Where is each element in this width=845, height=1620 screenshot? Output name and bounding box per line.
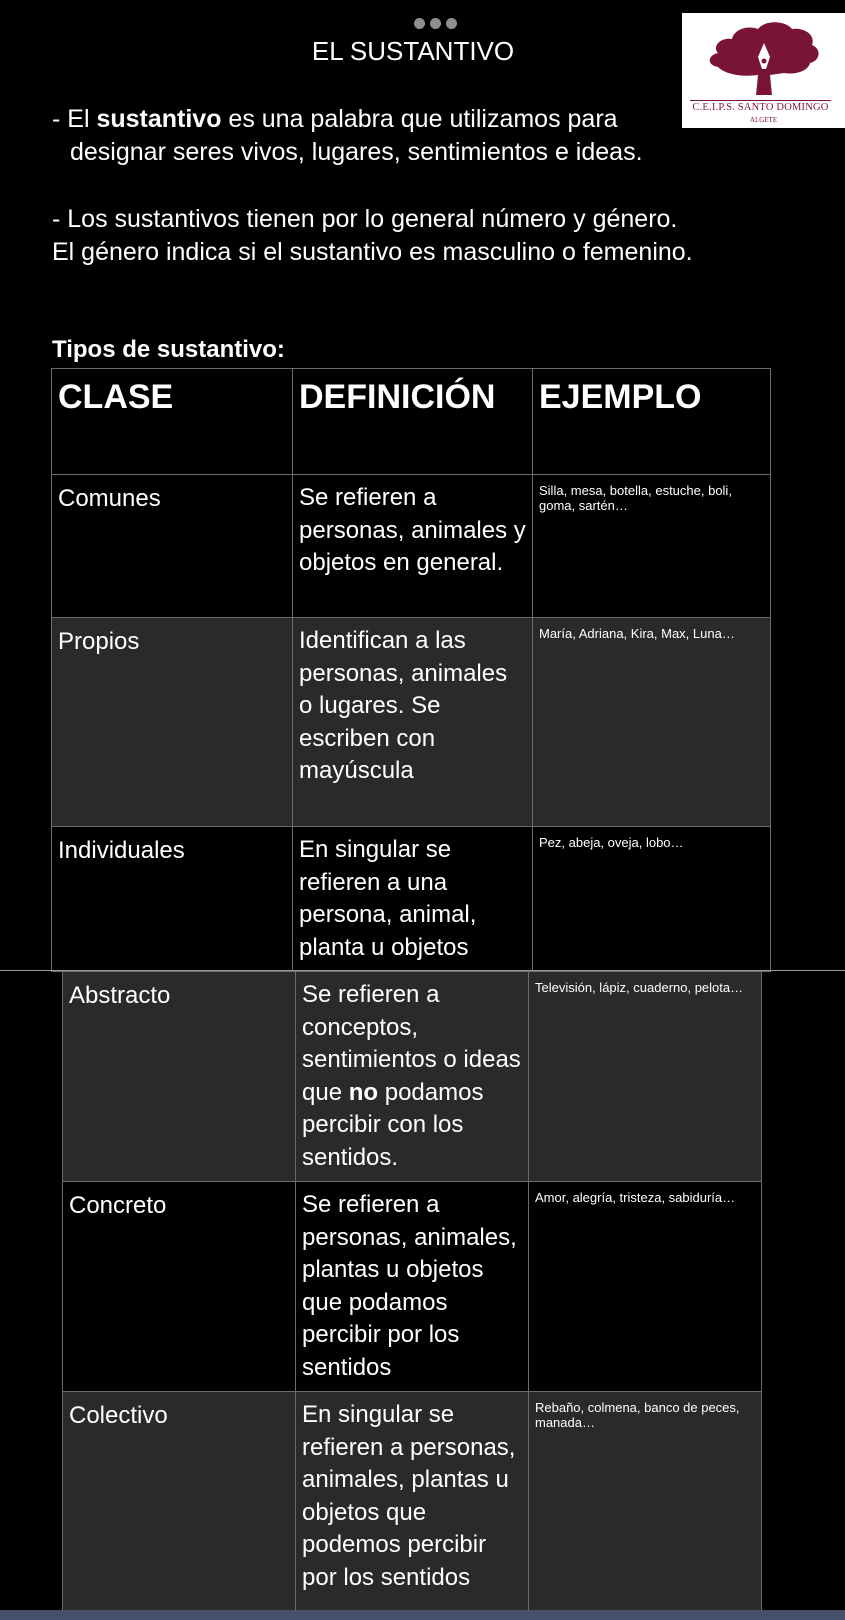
column-header-clase: CLASE [52,369,293,475]
page-title: EL SUSTANTIVO [311,36,515,66]
cell-clase: Abstracto [63,972,296,1182]
table-header-row [52,369,771,475]
section-subtitle: Tipos de sustantivo: [52,336,285,363]
school-name: C.E.I.P.S. SANTO DOMINGO [690,100,831,113]
column-header-ejemplo: EJEMPLO [533,369,771,475]
cell-ejemplo: María, Adriana, Kira, Max, Luna… [533,618,771,827]
table-row [52,827,771,972]
cell-ejemplo: Silla, mesa, botella, estuche, boli, goma, sartén… [533,475,771,618]
cell-definicion: Se refieren a personas, animales, plantas u objetos que podamos percibir por los sentidos [296,1182,529,1392]
cell-ejemplo: Televisión, lápiz, cuaderno, pelota… [529,972,762,1182]
school-logo [682,13,845,128]
cell-definicion: Se refieren a conceptos, sentimientos o ideas que no podamos percibir con los sentidos. [296,972,529,1182]
cell-clase: Individuales [52,827,293,972]
cell-definicion: En singular se refieren a personas, animales, plantas u objetos que podemos percibir por los sentidos [296,1392,529,1620]
table-row [63,972,762,1182]
noun-types-table [51,368,771,972]
page-indicator-dots [414,18,457,29]
cell-clase: Propios [52,618,293,827]
intro-paragraph-2-line-2: El género indica si el sustantivo es masculino o femenino. [52,238,693,266]
school-town: ALGETE [749,116,778,124]
bold-term: sustantivo [96,105,222,133]
table-row [63,1182,762,1392]
cell-clase: Comunes [52,475,293,618]
table-row [52,475,771,618]
cell-ejemplo: Amor, alegría, tristeza, sabiduría… [529,1182,762,1392]
column-header-definicion: DEFINICIÓN [293,369,533,475]
cell-clase: Concreto [63,1182,296,1392]
cell-ejemplo: Pez, abeja, oveja, lobo… [533,827,771,972]
table-row [63,1392,762,1620]
cell-ejemplo: Rebaño, colmena, banco de peces, manada… [529,1392,762,1620]
cell-definicion: En singular se refieren a una persona, animal, planta u objetos [293,827,533,972]
cell-definicion: Se refieren a personas, animales y objetos en general. [293,475,533,618]
intro-paragraph-2: - Los sustantivos tienen por lo general número y género. [52,205,678,233]
intro-paragraph-1-line-2: designar seres vivos, lugares, sentimientos e ideas. [70,138,643,166]
tree-icon [704,17,824,101]
noun-types-table-continued [62,971,762,1620]
bottom-edge-bar [0,1610,845,1620]
cell-clase: Colectivo [63,1392,296,1620]
table-row [52,618,771,827]
cell-definicion: Identifican a las personas, animales o lugares. Se escriben con mayúscula [293,618,533,827]
intro-paragraph-1: - El sustantivo es una palabra que utilizamos para [52,105,618,133]
